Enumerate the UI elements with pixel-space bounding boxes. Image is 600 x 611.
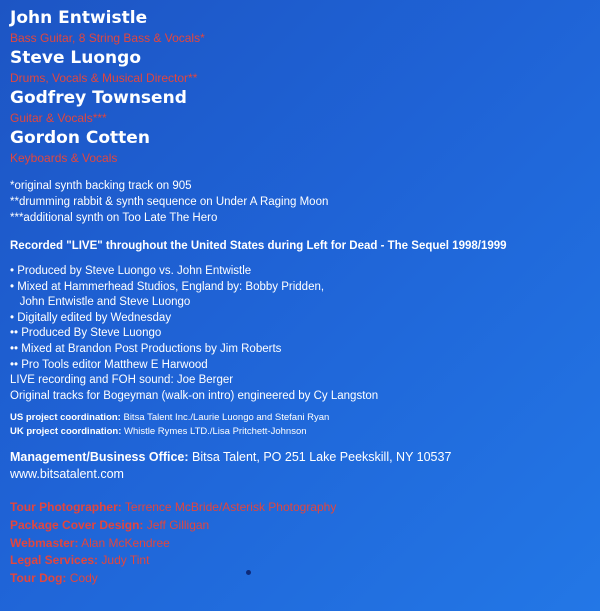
credit-line: Original tracks for Bogeyman (walk-on intro) engineered by Cy Langston xyxy=(10,389,379,402)
credit-line: •• Pro Tools editor Matthew E Harwood xyxy=(10,358,208,371)
liner-notes xyxy=(10,8,590,587)
credit-line: LIVE recording and FOH sound: Joe Berger xyxy=(10,374,234,387)
credit-line: •• Produced By Steve Luongo xyxy=(10,327,162,340)
coordination-line xyxy=(10,425,590,439)
member-role: Guitar & Vocals*** xyxy=(10,111,107,125)
staff-label: Webmaster: xyxy=(10,535,79,550)
management-address: Bitsa Talent, PO 251 Lake Peekskill, NY 10537 xyxy=(192,450,452,465)
coordination-label: UK project coordination: xyxy=(10,426,122,438)
recorded-statement: Recorded "LIVE" throughout the United States during Left for Dead - The Sequel 1998/1999 xyxy=(10,240,507,252)
footnotes xyxy=(10,178,590,226)
band-members xyxy=(10,8,590,168)
coordination-line xyxy=(10,411,590,425)
footnote: ***additional synth on Too Late The Hero xyxy=(10,212,218,224)
member-name: John Entwistle xyxy=(10,8,148,28)
coordination-value: Bitsa Talent Inc./Laurie Luongo and Stefani Ryan xyxy=(123,412,330,424)
member-role: Keyboards & Vocals xyxy=(10,151,118,165)
staff-line xyxy=(10,499,590,517)
project-coordination xyxy=(10,411,590,439)
staff-label: Tour Dog: xyxy=(10,570,67,585)
coordination-label: US project coordination: xyxy=(10,412,121,424)
website-link[interactable]: www.bitsatalent.com xyxy=(10,467,124,482)
member-name: Gordon Cotten xyxy=(10,128,150,148)
credit-line: •• Mixed at Brandon Post Productions by Jim Roberts xyxy=(10,342,282,355)
staff-value: Judy Tint xyxy=(101,553,150,568)
decorative-dot xyxy=(246,570,251,575)
staff-label: Package Cover Design: xyxy=(10,517,144,532)
coordination-value: Whistle Rymes LTD./Lisa Pritchett-Johnson xyxy=(124,426,307,438)
credit-line: • Produced by Steve Luongo vs. John Entwistle xyxy=(10,265,252,277)
staff-value: Jeff Gilligan xyxy=(146,517,210,532)
member-name: Steve Luongo xyxy=(10,48,141,68)
member-role: Drums, Vocals & Musical Director** xyxy=(10,71,198,85)
credit-line: • Digitally edited by Wednesday xyxy=(10,311,172,324)
staff-value: Terrence McBride/Asterisk Photography xyxy=(124,500,337,515)
management-line xyxy=(10,449,590,466)
staff-label: Legal Services: xyxy=(10,553,99,568)
staff-line xyxy=(10,552,590,570)
credit-line: • Mixed at Hammerhead Studios, England by: Bobby Pridden, xyxy=(10,280,325,293)
production-credits xyxy=(10,264,590,404)
member-name: Godfrey Townsend xyxy=(10,88,187,108)
tour-staff xyxy=(10,499,590,587)
footnote: **drumming rabbit & synth sequence on Under A Raging Moon xyxy=(10,196,329,208)
member-role: Bass Guitar, 8 String Bass & Vocals* xyxy=(10,31,205,45)
footnote: *original synth backing track on 905 xyxy=(10,180,192,192)
staff-value: Cody xyxy=(69,570,98,585)
staff-line xyxy=(10,517,590,535)
staff-line xyxy=(10,535,590,553)
staff-value: Alan McKendree xyxy=(81,535,170,550)
staff-line xyxy=(10,570,590,588)
credit-line: John Entwistle and Steve Luongo xyxy=(10,296,191,309)
staff-label: Tour Photographer: xyxy=(10,500,122,515)
management-label: Management/Business Office: xyxy=(10,450,189,465)
